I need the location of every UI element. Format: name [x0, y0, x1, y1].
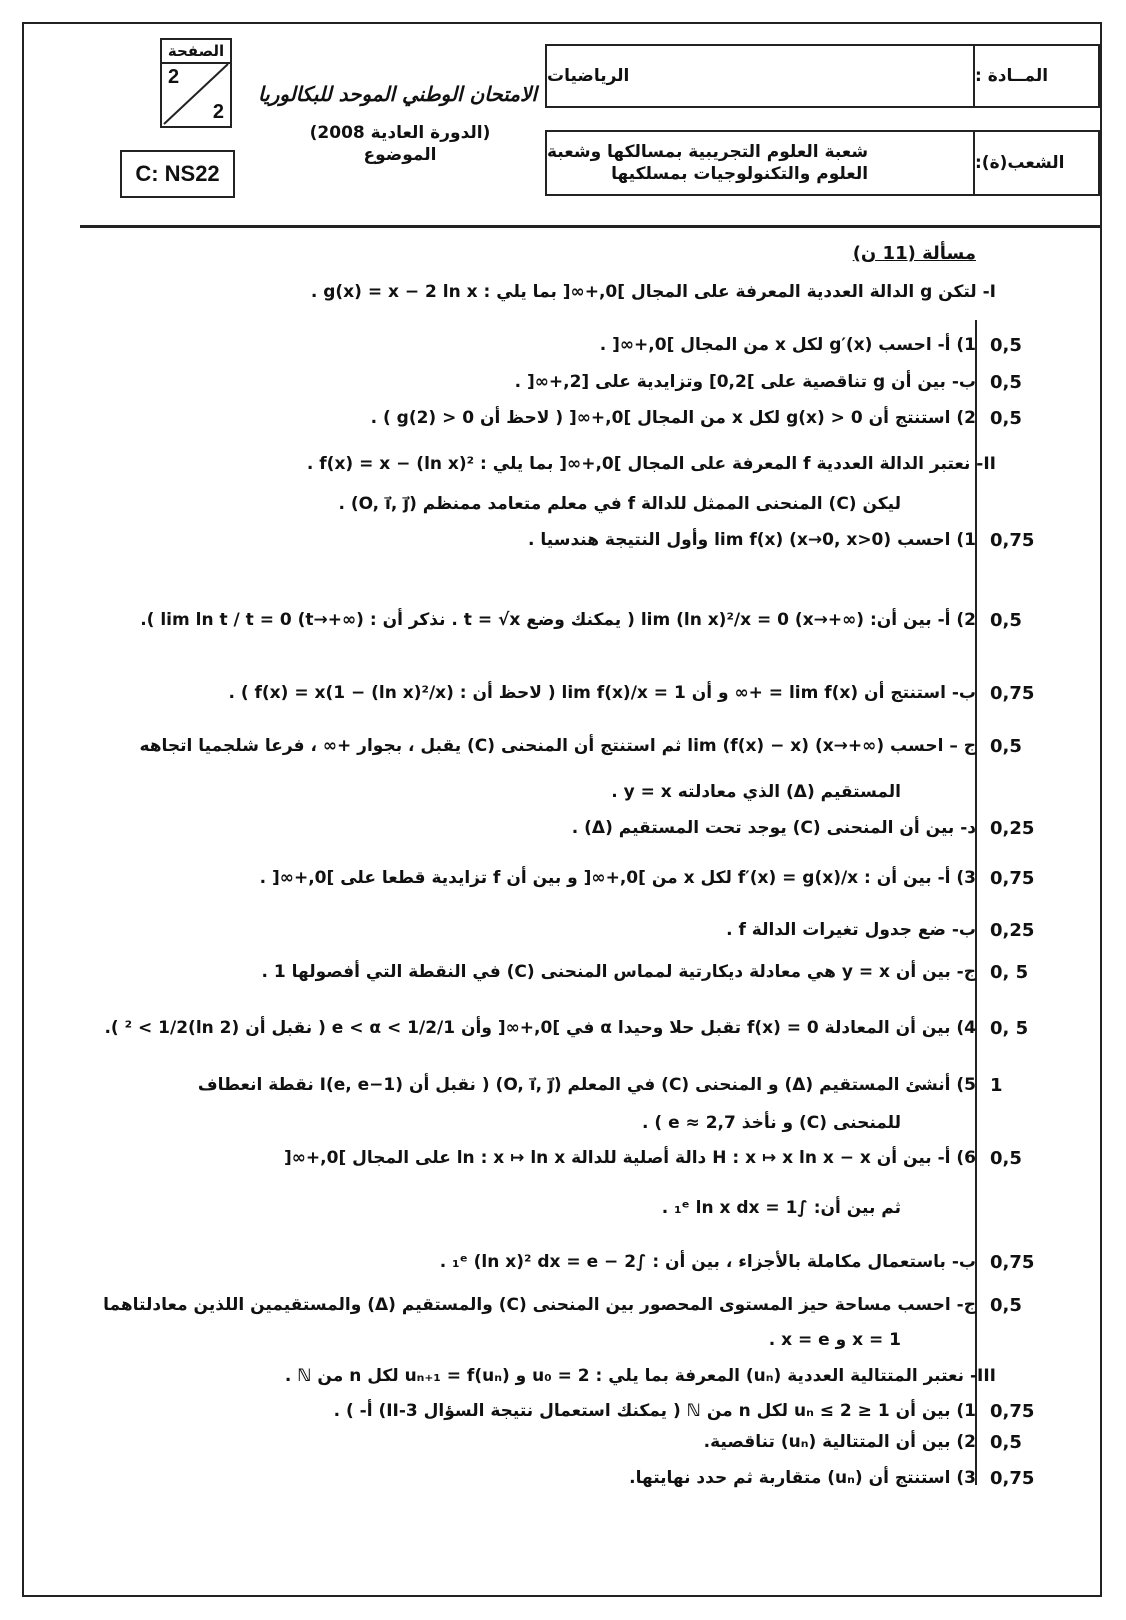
question-score: 0,5 — [990, 1432, 1022, 1453]
question-line: ثم بين أن: ∫₁ᵉ ln x dx = 1 . — [661, 1198, 901, 1218]
question-line: المستقيم (Δ) الذي معادلته y = x . — [611, 782, 901, 802]
session-line: (الدورة العادية 2008) — [309, 123, 491, 143]
question-score: 0,5 — [990, 1295, 1022, 1316]
question-line: 1) أ- احسب g′(x) لكل x من المجال ]0,+∞[ . — [599, 335, 976, 355]
question-line: 1) بين أن 1 ≤ uₙ ≤ 2 لكل n من ℕ ( يمكنك استعمال نتيجة السؤال II-3) أ- ) . — [333, 1401, 976, 1421]
question-score: 0,25 — [990, 818, 1035, 839]
question-line: ليكن (C) المنحنى الممثل للدالة f في معلم متعامد ممنظم (O, i⃗, j⃗) . — [338, 494, 901, 514]
branch-line-1: شعبة العلوم التجريبية بمسالكها وشعبة — [547, 142, 869, 162]
question-score: 0, 5 — [990, 962, 1029, 983]
branch-line-2: العلوم والتكنولوجيات بمسلكيها — [611, 164, 869, 184]
question-line: 2) استنتج أن g(x) > 0 لكل x من المجال ]0,+∞[ ( لاحظ أن g(2) > 0 ) . — [370, 408, 976, 428]
page-number-box — [160, 38, 232, 128]
question-score: 0,25 — [990, 920, 1035, 941]
exam-title: الامتحان الوطني الموحد للبكالوريا — [258, 82, 537, 106]
question-line: 2) أ- بين أن: lim (ln x)²/x = 0 (x→+∞) ( يمكنك وضع t = √x . نذكر أن : lim ln t / t = 0 (t→+∞) ). — [140, 610, 976, 630]
header-divider — [80, 225, 1100, 228]
question-line: ب- باستعمال مكاملة بالأجزاء ، بين أن : ∫₁ᵉ (ln x)² dx = e − 2 . — [439, 1252, 976, 1272]
branch-box — [545, 130, 1100, 196]
question-line: 3) أ- بين أن : f′(x) = g(x)/x لكل x من ]0,+∞[ و بين أن f تزايدية قطعا على ]0,+∞[ . — [259, 868, 976, 888]
question-score: 0,75 — [990, 1401, 1035, 1422]
question-score: 0,5 — [990, 610, 1022, 631]
question-line: ج- بين أن y = x هي معادلة ديكارتية لمماس المنحنى (C) في النقطة التي أفصولها 1 . — [261, 962, 976, 982]
problem-heading: مسألة (11 ن) — [852, 243, 976, 264]
question-line: ب- استنتج أن lim f(x) = +∞ و أن lim f(x)/x = 1 ( لاحظ أن : f(x) = x(1 − (ln x)²/x) ) . — [228, 683, 976, 703]
question-line: ب- ضع جدول تغيرات الدالة f . — [726, 920, 976, 940]
branch-key: الشعب(ة): — [973, 132, 1098, 194]
exam-code: C: NS22 — [120, 150, 235, 198]
question-score: 0,75 — [990, 1252, 1035, 1273]
question-line: د- بين أن المنحنى (C) يوجد تحت المستقيم (Δ) . — [571, 818, 976, 838]
question-score: 0,5 — [990, 335, 1022, 356]
subject-value: الرياضيات — [547, 66, 630, 86]
question-score: 0,5 — [990, 736, 1022, 757]
subject-word: الموضوع — [363, 145, 437, 165]
page-current: 2 — [168, 66, 180, 88]
question-line: I- لتكن g الدالة العددية المعرفة على المجال ]0,+∞[ بما يلي : g(x) = x − 2 ln x . — [310, 282, 996, 302]
question-line: ج- احسب مساحة حيز المستوى المحصور بين المنحنى (C) والمستقيم (Δ) والمستقيمين اللذين معادلتاهما — [103, 1295, 976, 1315]
question-line: 6) أ- بين أن H : x ↦ x ln x − x دالة أصلية للدالة ln : x ↦ ln x على المجال ]0,+∞[ — [283, 1148, 976, 1168]
question-line: 5) أنشئ المستقيم (Δ) و المنحنى (C) في المعلم (O, i⃗, j⃗) ( نقبل أن I(e, e−1) نقطة انعطاف — [197, 1075, 976, 1095]
question-score: 0,75 — [990, 868, 1035, 889]
question-line: للمنحنى (C) و نأخذ e ≈ 2,7 ) . — [642, 1113, 901, 1133]
question-line: 2) بين أن المتتالية (uₙ) تناقصية. — [703, 1432, 976, 1452]
subject-key: المــادة : — [973, 46, 1098, 106]
question-line: 4) بين أن المعادلة f(x) = 0 تقبل حلا وحيدا α في ]0,+∞[ وأن 1/e < α < 1/2 ( نقبل أن (ln 2)² < 1/2 ). — [104, 1018, 976, 1038]
branch-value — [547, 132, 973, 194]
question-score: 0,75 — [990, 683, 1035, 704]
exam-session — [270, 122, 530, 166]
question-line: III- نعتبر المتتالية العددية (uₙ) المعرفة بما يلي : u₀ = 2 و uₙ₊₁ = f(uₙ) لكل n من ℕ . — [284, 1366, 996, 1386]
question-score: 0, 5 — [990, 1018, 1029, 1039]
question-line: x = 1 و x = e . — [768, 1330, 901, 1350]
page-total: 2 — [212, 101, 224, 123]
subject-box — [545, 44, 1100, 108]
question-score: 0,5 — [990, 1148, 1022, 1169]
question-line: ب- بين أن g تناقصية على ]0,2] وتزايدية على [2,+∞[ . — [514, 372, 976, 392]
question-score: 0,5 — [990, 408, 1022, 429]
question-score: 0,5 — [990, 372, 1022, 393]
question-score: 1 — [990, 1075, 1003, 1096]
question-line: II- نعتبر الدالة العددية f المعرفة على المجال ]0,+∞[ بما يلي : f(x) = x − (ln x)² . — [306, 454, 996, 474]
question-line: 3) استنتج أن (uₙ) متقاربة ثم حدد نهايتها. — [629, 1468, 976, 1488]
question-score: 0,75 — [990, 1468, 1035, 1489]
question-line: ج – احسب lim (f(x) − x) (x→+∞) ثم استنتج أن المنحنى (C) يقبل ، بجوار +∞ ، فرعا شلجميا اتجاهه — [139, 736, 976, 756]
question-score: 0,75 — [990, 530, 1035, 551]
question-line: 1) احسب lim f(x) (x→0, x>0) وأول النتيجة هندسيا . — [528, 530, 976, 550]
page-label: الصفحة — [162, 40, 230, 64]
